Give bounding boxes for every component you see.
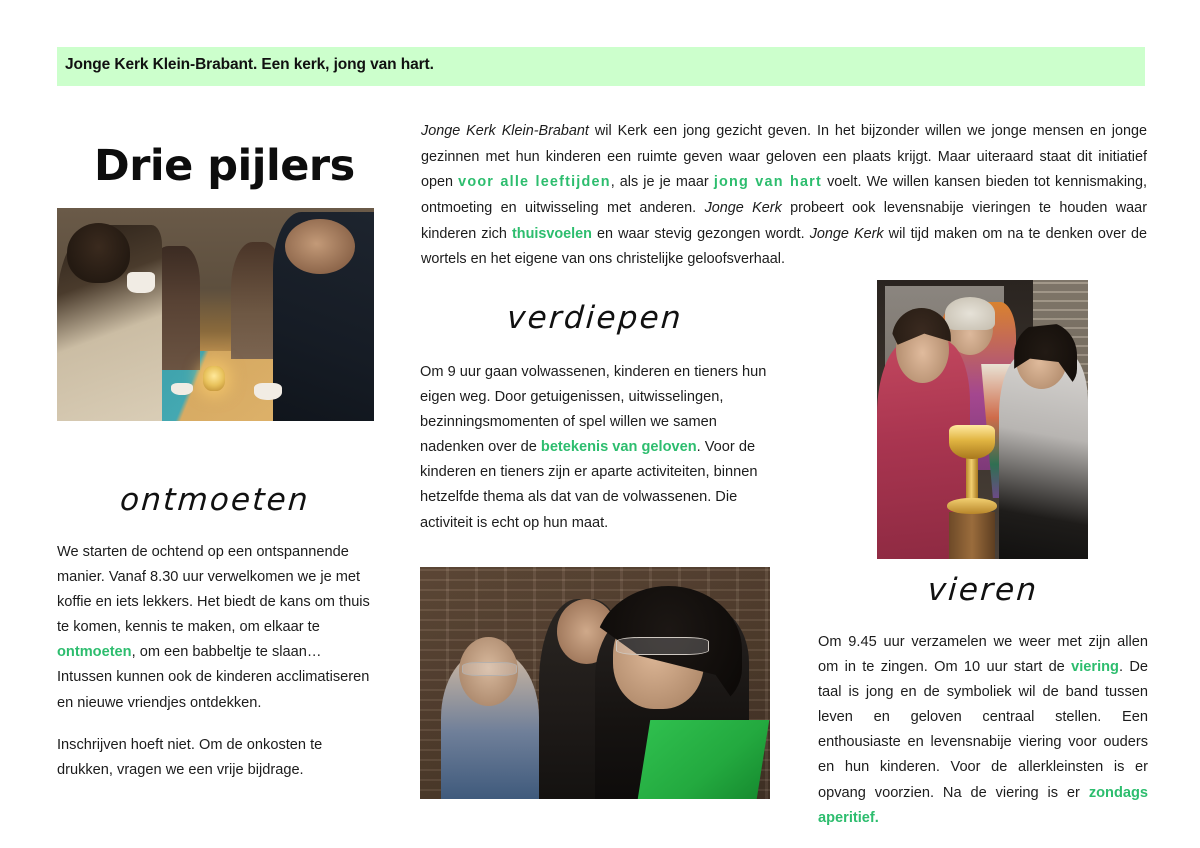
verdiepen-paragraph-1: Om 9 uur gaan volwassenen, kinderen en tieners hun eigen weg. Door getuigenissen, uitwisselingen, bezinningsmomenten of spel willen we samen nadenken over de betekenis van geloven. Voor de kinderen en tieners zijn er aparte activiteiten, binnen hetzelfde thema als dat van de volwassenen. Die activiteit is echt op hun maat.: [420, 364, 767, 531]
banner-title: Jonge Kerk Klein-Brabant. Een kerk, jong van hart.: [65, 55, 434, 73]
ontmoeten-paragraph-2: Inschrijven hoeft niet. Om de onkosten te drukken, vragen we een vrije bijdrage.: [57, 736, 323, 778]
page-title: Drie pijlers: [94, 140, 355, 191]
section-heading-verdiepen: verdiepen: [505, 300, 685, 336]
photo-verdiepen: [420, 567, 770, 799]
vieren-paragraph-1: Om 9.45 uur verzamelen we weer met zijn allen om in te zingen. Om 10 uur start de viering. De taal is jong en de symboliek wil de band tussen leven en geloven centraal stellen. Een enthousiaste en levensnabije viering voor ouders en hun kinderen. Voor de allerkleinsten is er opvang voorzien. Na de viering is er zondags aperitief.: [818, 634, 1148, 826]
photo-vieren-content: [877, 280, 1088, 559]
section-heading-ontmoeten: ontmoeten: [118, 482, 312, 518]
intro-paragraph: Jonge Kerk Klein-Brabant wil Kerk een jong gezicht geven. In het bijzonder willen we jonge mensen en jonge gezinnen met hun kinderen een ruimte geven waar geloven een plaats krijgt. Maar uiteraard staat dit initiatief open voor alle leeftijden, als je je maar jong van hart voelt. We willen kansen bieden tot kennismaking, ontmoeting en uitwisseling met anderen. Jonge Kerk probeert ook levensnabije vieringen te houden waar kinderen zich thuisvoelen en waar stevig gezongen wordt. Jonge Kerk wil tijd maken om na te denken over de wortels en het eigene van ons christelijke geloofsverhaal.: [421, 123, 1148, 268]
photo-ontmoeten: [57, 208, 374, 421]
header-banner: [57, 47, 1145, 86]
ontmoeten-paragraph-1: We starten de ochtend op een ontspannende manier. Vanaf 8.30 uur verwelkomen we je met koffie en iets lekkers. Het biedt de kans om thuis te komen, kennis te maken, om elkaar te ontmoeten, om een babbeltje te slaan… Intussen kunnen ook de kinderen acclimatiseren en nieuwe vriendjes ontdekken.: [57, 544, 370, 711]
section-ontmoeten: [57, 482, 373, 800]
section-heading-vieren: vieren: [926, 572, 1040, 608]
photo-vieren: [877, 280, 1088, 559]
photo-ontmoeten-content: [57, 208, 374, 421]
photo-verdiepen-content: [420, 567, 770, 799]
section-verdiepen: [420, 300, 770, 536]
section-vieren: [818, 572, 1148, 831]
